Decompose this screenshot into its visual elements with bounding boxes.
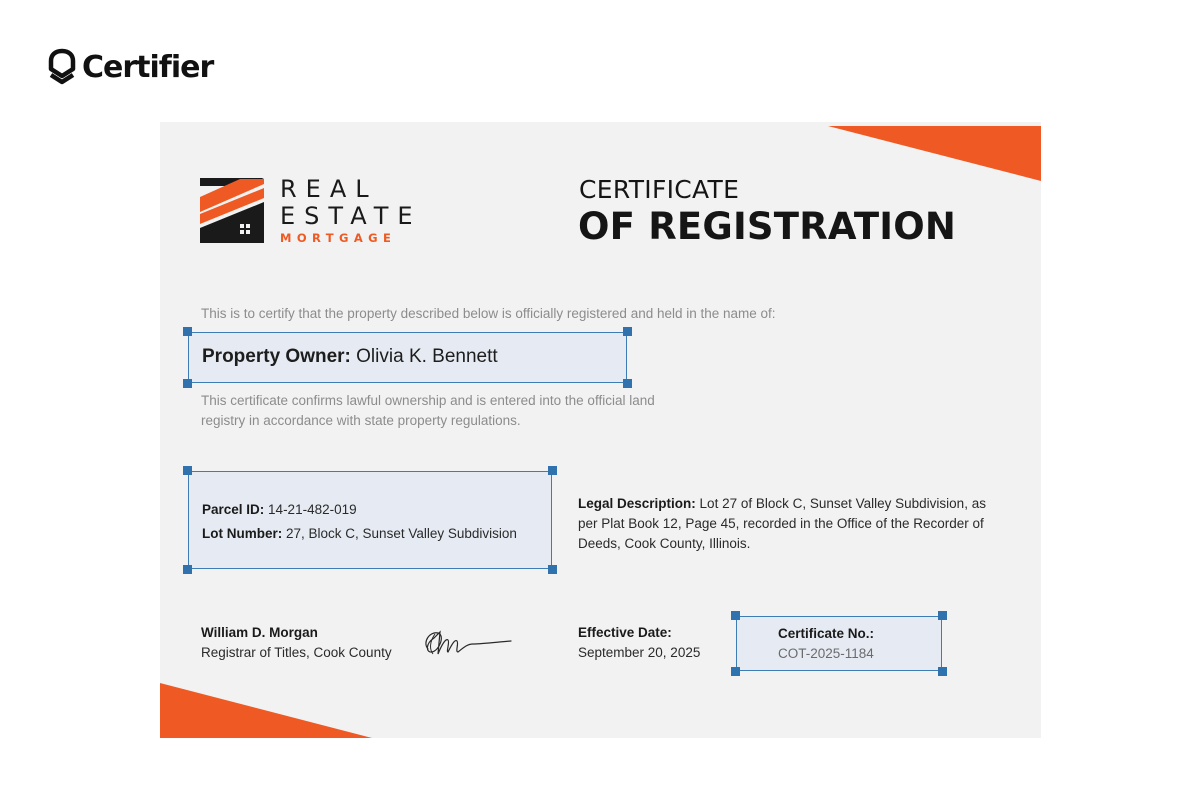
orange-corner-bottom-left <box>160 683 375 738</box>
resize-handle-top-left[interactable] <box>183 327 192 336</box>
resize-handle-bottom-left[interactable] <box>183 565 192 574</box>
logo-word-mortgage: MORTGAGE <box>280 231 397 245</box>
certificate-canvas <box>160 122 1041 738</box>
signer-name: William D. Morgan <box>201 625 318 640</box>
effective-date-value: September 20, 2025 <box>578 645 701 660</box>
parcel-field-selection[interactable] <box>188 471 552 569</box>
logo-word-estate: ESTATE <box>280 202 422 230</box>
resize-handle-bottom-right[interactable] <box>938 667 947 676</box>
certificate-title-line2: OF REGISTRATION <box>578 205 957 248</box>
legal-description-value: Lot 27 of Block C, Sunset Valley Subdivision, as per Plat Book 12, Page 45, recorded in the Office of the Recorder of Deeds, Cook County, Illinois. <box>578 496 986 551</box>
house-chevron-icon <box>200 176 264 246</box>
parcel-id-value: 14-21-482-019 <box>268 502 357 517</box>
intro-text: This is to certify that the property described below is officially registered and held in the name of: <box>201 306 776 321</box>
lot-number-label: Lot Number: <box>202 526 283 541</box>
effective-date-label: Effective Date: <box>578 625 672 640</box>
real-estate-logo <box>200 176 422 246</box>
certificate-title-line1: CERTIFICATE <box>579 175 740 204</box>
legal-description-label: Legal Description: <box>578 496 696 511</box>
parcel-id <box>202 502 357 517</box>
owner-field-selection[interactable] <box>188 332 627 383</box>
signature-image <box>418 624 513 660</box>
resize-handle-bottom-right[interactable] <box>623 379 632 388</box>
confirm-text: This certificate confirms lawful ownership and is entered into the official land registry in accordance with state property regulations. <box>201 393 655 428</box>
lot-number <box>202 526 517 541</box>
brand-name: Certifier <box>82 49 214 85</box>
resize-handle-bottom-right[interactable] <box>548 565 557 574</box>
resize-handle-top-left[interactable] <box>183 466 192 475</box>
resize-handle-top-left[interactable] <box>731 611 740 620</box>
certifier-logo-icon <box>48 48 76 86</box>
certificate-number-value: COT-2025-1184 <box>778 646 874 661</box>
owner-value: Olivia K. Bennett <box>356 346 498 367</box>
parcel-id-label: Parcel ID: <box>202 502 265 517</box>
legal-description <box>578 494 1008 554</box>
owner-label: Property Owner: <box>202 346 351 367</box>
signer-role: Registrar of Titles, Cook County <box>201 645 392 660</box>
orange-corner-top-right <box>826 126 1041 181</box>
certifier-brand[interactable] <box>48 48 213 86</box>
certificate-number-label: Certificate No.: <box>778 626 875 641</box>
resize-handle-top-right[interactable] <box>623 327 632 336</box>
property-owner <box>202 346 498 368</box>
resize-handle-top-right[interactable] <box>548 466 557 475</box>
resize-handle-bottom-left[interactable] <box>183 379 192 388</box>
certificate-number-selection[interactable] <box>736 616 942 671</box>
resize-handle-bottom-left[interactable] <box>731 667 740 676</box>
logo-word-real: REAL <box>280 175 378 203</box>
resize-handle-top-right[interactable] <box>938 611 947 620</box>
lot-number-value: 27, Block C, Sunset Valley Subdivision <box>286 526 517 541</box>
